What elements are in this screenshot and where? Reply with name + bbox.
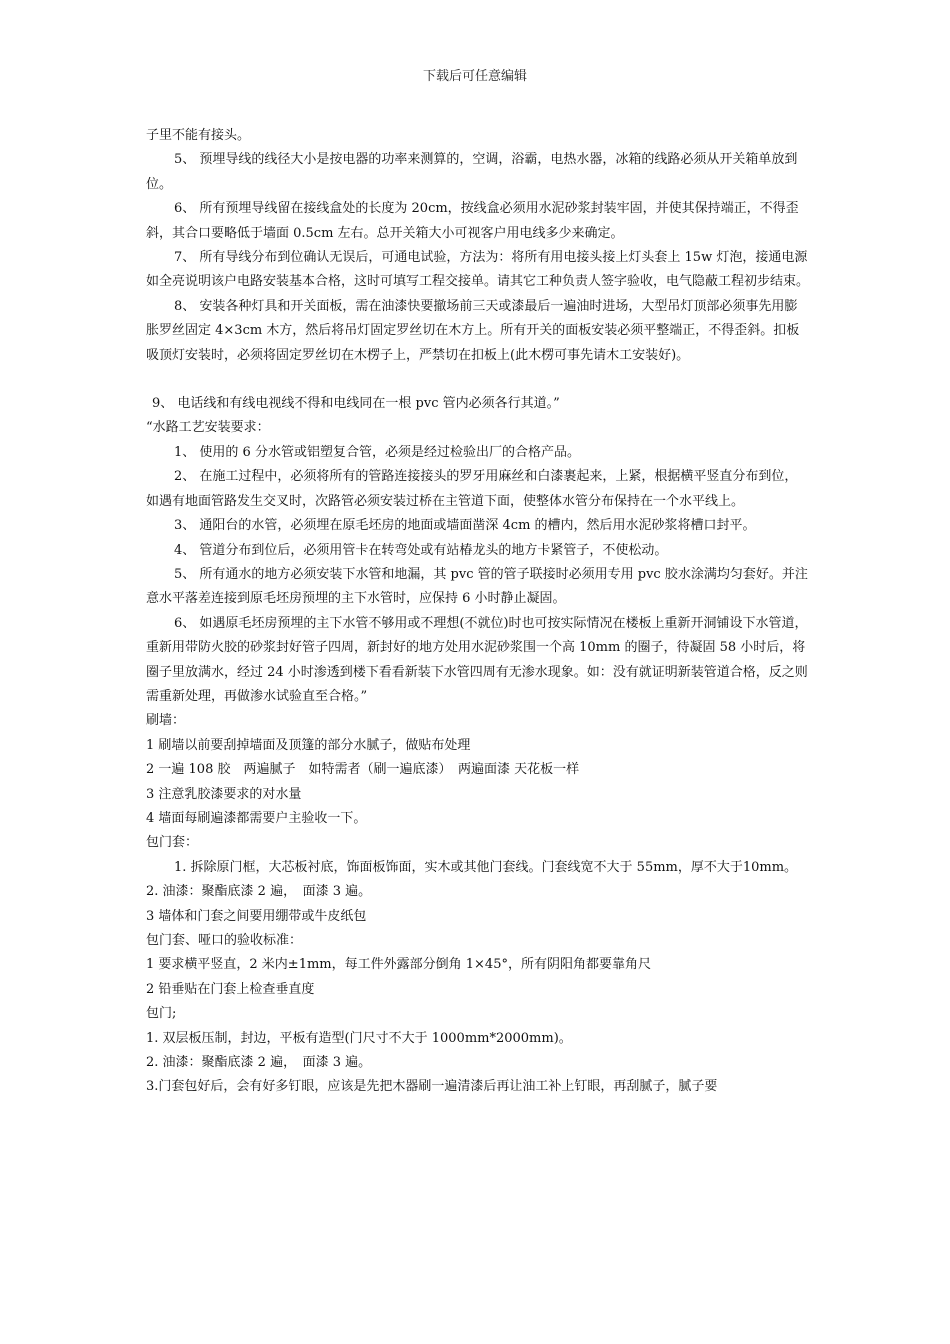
paragraph: 6、 如遇原毛坯房预埋的主下水管不够用或不理想(不就位)时也可按实际情况在楼板上重新开洞铺设下水管道，重新用带防火胶的砂浆封好管子四周，新封好的地方处用水泥砂浆围一个高 10mm 的圈子，待凝固 58 小时后，将圈子里放满水，经过 24 小时渗透到楼下看看新装下水管四周有无渗水现象。如：没有就证明新装管道合格，反之则需重新处理，再做渗水试验直至合格。” [146,615,808,704]
list-item: 3 墙体和门套之间要用绷带或牛皮纸包 [146,908,367,924]
section-heading: 刷墙： [146,713,186,729]
paragraph: 5、 所有通水的地方必须安装下水管和地漏，其 pvc 管的管子联接时必须用专用 pvc 胶水涂满均匀套好。并注意水平落差连接到原毛坯房预埋的主下水管时，应保持 6 小时静止凝固。 [146,566,808,607]
list-item: 1 要求横平竖直，2 米内±1mm，每工件外露部分倒角 1×45°，所有阴阳角都要靠角尺 [146,957,651,973]
list-item: 2 铅垂贴在门套上检查垂直度 [146,981,315,997]
section-heading: “水路工艺安装要求： [146,420,270,436]
paragraph: 6、 所有预埋导线留在接线盒处的长度为 20cm，按线盒必须用水泥砂浆封装牢固，并使其保持端正，不得歪斜，其合口要略低于墙面 0.5cm 左右。总开关箱大小可视客户用电线多少来确定。 [146,201,799,241]
paragraph-gap [146,368,810,392]
paragraph: 5、 预埋导线的线径大小是按电器的功率来测算的，空调，浴霸，电热水器，冰箱的线路必须从开关箱单放到位。 [146,152,798,192]
section-heading: 包门; [146,1006,177,1022]
section-heading: 包门套： [146,835,199,851]
list-item: 2. 油漆：聚酯底漆 2 遍， 面漆 3 遍。 [146,884,372,900]
paragraph: 8、 安装各种灯具和开关面板，需在油漆快要撤场前三天或漆最后一遍油时进场，大型吊灯顶部必须事先用膨胀罗丝固定 4×3cm 木方，然后将吊灯固定罗丝切在木方上。所有开关的面板安装必须平整端正，不得歪斜。扣板吸顶灯安装时，必须将固定罗丝切在木楞子上，严禁切在扣板上(此木楞可事先请木工安装好)。 [146,298,800,363]
document-body [146,124,810,1100]
list-item: 1. 双层板压制，封边，平板有造型(门尺寸不大于 1000mm*2000mm)。 [146,1030,572,1046]
paragraph: 子里不能有接头。 [146,128,251,143]
paragraph: 3、 通阳台的水管，必须埋在原毛坯房的地面或墙面凿深 4cm 的槽内，然后用水泥砂浆将槽口封平。 [174,518,756,534]
list-item: 3 注意乳胶漆要求的对水量 [146,786,302,802]
list-item: 4 墙面每刷遍漆都需要户主验收一下。 [146,810,367,826]
list-item: 2. 油漆：聚酯底漆 2 遍， 面漆 3 遍。 [146,1055,372,1071]
list-item: 1 刷墙以前要刮掉墙面及顶篷的部分水腻子，做贴布处理 [146,737,471,753]
list-item: 2 一遍 108 胶 两遍腻子 如特需者（刷一遍底漆） 两遍面漆 天花板一样 [146,762,580,778]
paragraph: 9、 电话线和有线电视线不得和电线同在一根 pvc 管内必须各行其道。” [152,396,560,412]
page-header: 下载后可任意编辑 [422,69,527,84]
paragraph: 4、 管道分布到位后，必须用管卡在转弯处或有站椿龙头的地方卡紧管子，不使松动。 [174,542,668,558]
list-item: 3.门套包好后，会有好多钉眼，应该是先把木器刷一遍清漆后再让油工补上钉眼，再刮腻子，腻子要 [146,1079,718,1095]
paragraph: 7、 所有导线分布到位确认无误后，可通电试验，方法为：将所有用电接头接上灯头套上 15w 灯泡，接通电源如全亮说明该户电路安装基本合格，这时可填写工程交接单。请其它工种负责人签字验收，电气隐蔽工程初步结束。 [146,250,810,290]
paragraph: 2、 在施工过程中，必须将所有的管路连接接头的罗牙用麻丝和白漆裹起来，上紧，根据横平竖直分布到位，如遇有地面管路发生交叉时，次路管必须安装过桥在主管道下面，使整体水管分布保持在一个水平线上。 [146,469,798,509]
section-heading: 包门套、哑口的验收标准： [146,933,303,948]
list-item: 1. 拆除原门框，大芯板衬底，饰面板饰面，实木或其他门套线。门套线宽不大于 55mm，厚不大于10mm。 [174,859,798,875]
paragraph: 1、 使用的 6 分水管或铝塑复合管，必须是经过检验出厂的合格产品。 [174,444,580,460]
